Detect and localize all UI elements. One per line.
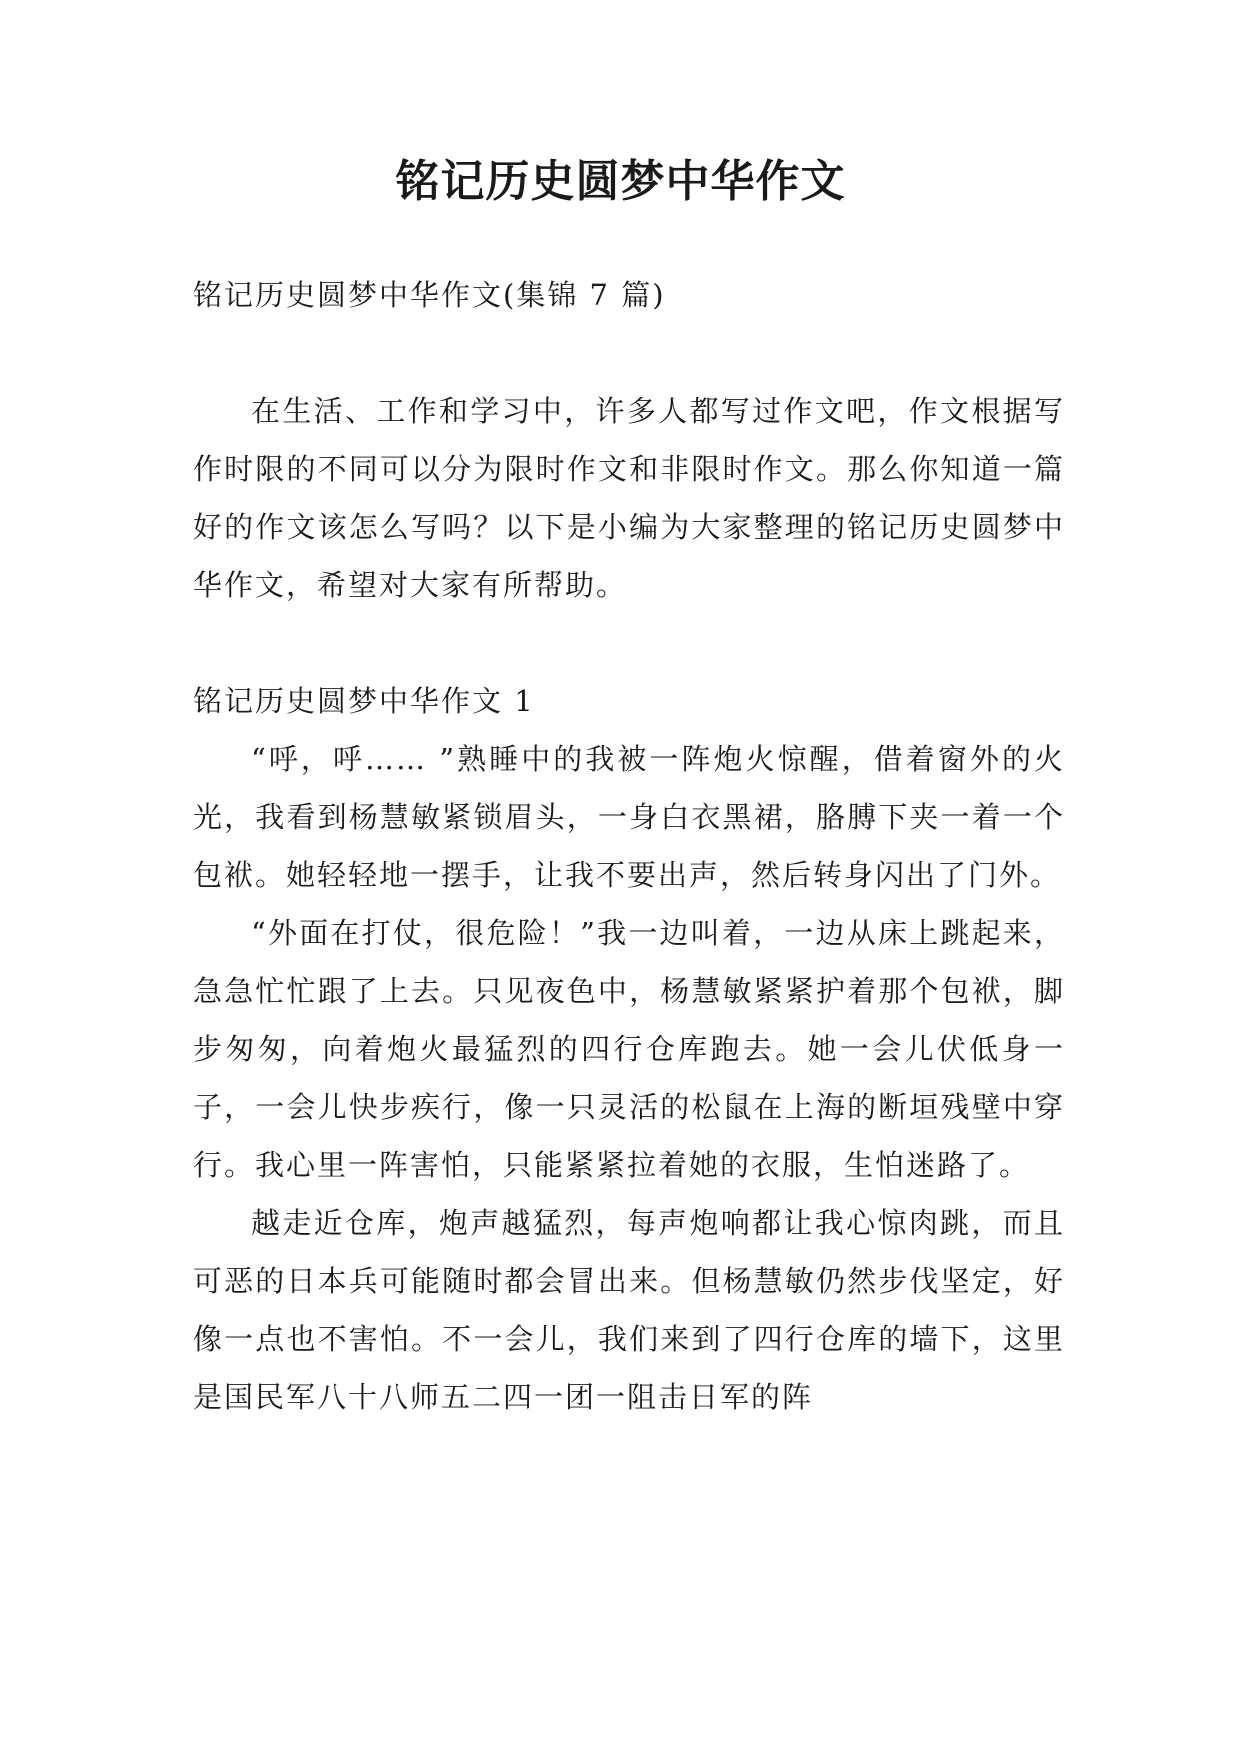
body-paragraph-3: 越走近仓库，炮声越猛烈，每声炮响都让我心惊肉跳，而且可恶的日本兵可能随时都会冒出来。但杨慧敏仍然步伐坚定，好像一点也不害怕。不一会儿，我们来到了四行仓库的墙下，这里是国民军八十八师五二四一团一阻击日军的阵	[193, 1206, 1065, 1414]
document-title: 铭记历史圆梦中华作文	[395, 156, 846, 207]
body-paragraph-2: “外面在打仗，很危险！”我一边叫着，一边从床上跳起来，急急忙忙跟了上去。只见夜色中，杨慧敏紧紧护着那个包袱，脚步匆匆，向着炮火最猛烈的四行仓库跑去。她一会儿伏低身一子，一会儿快步疾行，像一只灵活的松鼠在上海的断垣残壁中穿行。我心里一阵害怕，只能紧紧拉着她的衣服，生怕迷路了。	[193, 916, 1065, 1182]
intro-paragraph: 在生活、工作和学习中，许多人都写过作文吧，作文根据写作时限的不同可以分为限时作文和非限时作文。那么你知道一篇好的作文该怎么写吗？以下是小编为大家整理的铭记历史圆梦中华作文，希望对大家有所帮助。	[193, 394, 1065, 602]
body-paragraph-1: “呼，呼…… ”熟睡中的我被一阵炮火惊醒，借着窗外的火光，我看到杨慧敏紧锁眉头，一身白衣黑裙，胳膊下夹一着一个包袱。她轻轻地一摆手，让我不要出声，然后转身闪出了门外。	[193, 742, 1065, 892]
section-heading: 铭记历史圆梦中华作文 1	[193, 684, 535, 718]
document-body	[193, 266, 1065, 1426]
document-subtitle: 铭记历史圆梦中华作文(集锦 7 篇)	[193, 278, 666, 312]
